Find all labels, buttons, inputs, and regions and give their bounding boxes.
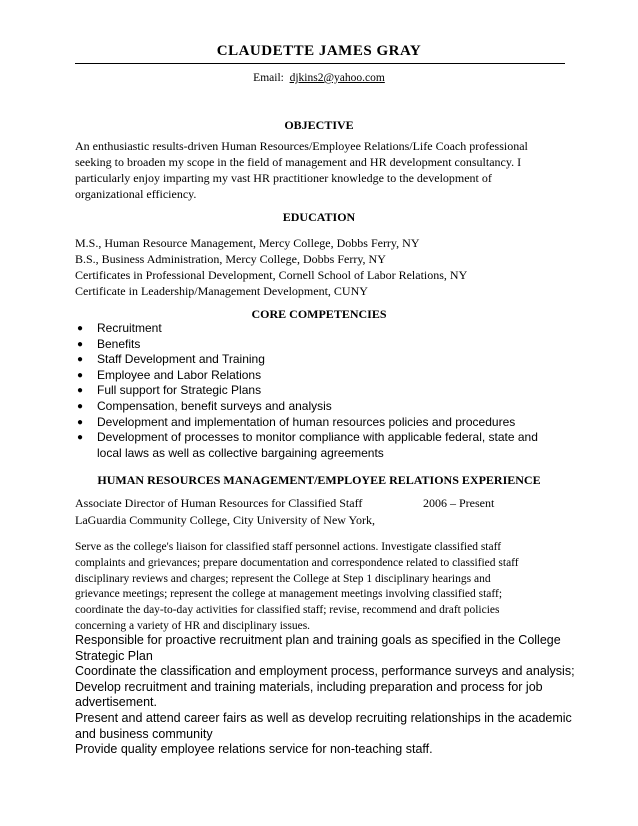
list-item bbox=[75, 368, 575, 384]
description-line: complaints and grievances; prepare documentation and correspondence related to classified staff bbox=[75, 556, 519, 569]
objective-line: organizational efficiency. bbox=[75, 187, 197, 201]
list-item bbox=[75, 399, 575, 415]
objective-line: An enthusiastic results-driven Human Resources/Employee Relations/Life Coach professional bbox=[75, 139, 528, 153]
description-line: coordinate the day-to-day activities for classified staff; revise, recommend and draft policies bbox=[75, 604, 500, 617]
competency-text: Development and implementation of human resources policies and procedures bbox=[97, 414, 516, 429]
bullet-icon: ● bbox=[77, 416, 84, 428]
bullet-icon: ● bbox=[77, 323, 84, 334]
objective-heading: OBJECTIVE bbox=[284, 118, 354, 132]
job-title: Associate Director of Human Resources for Classified Staff bbox=[75, 496, 363, 510]
list-item bbox=[75, 352, 575, 368]
list-item bbox=[75, 321, 575, 337]
education-entry: Certificates in Professional Development, Cornell School of Labor Relations, NY bbox=[75, 268, 468, 282]
list-item bbox=[75, 430, 575, 461]
bullet-icon: ● bbox=[77, 385, 84, 397]
list-item bbox=[75, 383, 575, 399]
competency-text: Employee and Labor Relations bbox=[97, 367, 262, 382]
candidate-name: CLAUDETTE JAMES GRAY bbox=[216, 43, 422, 59]
competency-text: Full support for Strategic Plans bbox=[97, 383, 262, 398]
bullet-icon: ● bbox=[77, 338, 84, 350]
responsibility-line: Strategic Plan bbox=[75, 648, 153, 663]
education-list bbox=[75, 235, 570, 299]
email-link[interactable]: djkins2@yahoo.com bbox=[289, 72, 385, 84]
objective-text bbox=[75, 138, 570, 202]
list-item bbox=[75, 337, 575, 353]
email-label: Email: bbox=[253, 72, 284, 84]
responsibility-line: Present and attend career fairs as well as develop recruiting relationships in the academic bbox=[75, 710, 572, 725]
education-heading: EDUCATION bbox=[282, 210, 356, 224]
job-dates: 2006 – Present bbox=[423, 496, 495, 510]
list-item bbox=[75, 415, 575, 431]
header-divider bbox=[75, 63, 565, 64]
competency-text: Compensation, benefit surveys and analysis bbox=[97, 398, 332, 413]
education-entry: M.S., Human Resource Management, Mercy College, Dobbs Ferry, NY bbox=[75, 236, 420, 250]
job-employer: LaGuardia Community College, City University of New York, bbox=[75, 513, 375, 527]
job-description bbox=[75, 540, 570, 635]
competency-text: Benefits bbox=[97, 336, 141, 351]
competency-text: Staff Development and Training bbox=[97, 352, 265, 367]
description-line: grievance meetings; represent the college at management meetings involving classified staff; bbox=[75, 588, 503, 601]
responsibility-line: Responsible for proactive recruitment plan and training goals as specified in the College bbox=[75, 633, 561, 647]
contact-line bbox=[0, 72, 638, 84]
responsibility-line: advertisement. bbox=[75, 695, 157, 710]
description-line: disciplinary reviews and charges; represent the College at Step 1 disciplinary hearings and bbox=[75, 572, 491, 585]
description-line: concerning a variety of HR and disciplinary issues. bbox=[75, 619, 311, 632]
bullet-icon: ● bbox=[77, 354, 84, 366]
objective-line: seeking to broaden my scope in the field of management and HR development consultancy. I bbox=[75, 155, 522, 169]
competency-text: Recruitment bbox=[97, 321, 162, 335]
responsibility-line: and business community bbox=[75, 726, 213, 741]
bullet-icon: ● bbox=[77, 369, 84, 381]
competencies-list bbox=[75, 321, 575, 461]
responsibility-line: Coordinate the classification and employment process, performance surveys and analysis; bbox=[75, 664, 575, 679]
experience-heading: HUMAN RESOURCES MANAGEMENT/EMPLOYEE RELATIONS EXPERIENCE bbox=[97, 473, 541, 487]
competency-text-cont: local laws as well as collective bargaining agreements bbox=[97, 445, 384, 460]
bullet-icon: ● bbox=[77, 400, 84, 412]
bullet-icon: ● bbox=[77, 432, 84, 444]
education-entry: B.S., Business Administration, Mercy College, Dobbs Ferry, NY bbox=[75, 252, 386, 266]
description-line: Serve as the college's liaison for classified staff personnel actions. Investigate classified staff bbox=[75, 541, 502, 553]
job-responsibilities bbox=[75, 633, 575, 758]
competency-text: Development of processes to monitor compliance with applicable federal, state and bbox=[97, 430, 538, 445]
responsibility-line: Develop recruitment and training materials, including preparation and process for job bbox=[75, 679, 543, 694]
responsibility-line: Provide quality employee relations service for non-teaching staff. bbox=[75, 742, 433, 757]
competencies-heading: CORE COMPETENCIES bbox=[251, 307, 387, 321]
education-entry: Certificate in Leadership/Management Development, CUNY bbox=[75, 284, 368, 298]
objective-line: particularly enjoy imparting my vast HR practitioner knowledge to the development of bbox=[75, 171, 492, 185]
